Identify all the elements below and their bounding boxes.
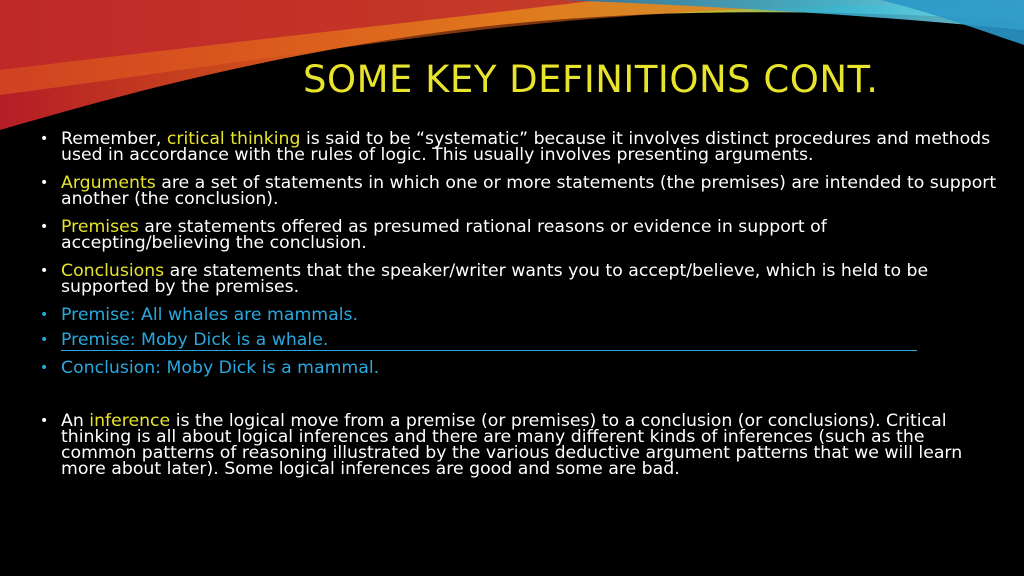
bullet-critical-thinking	[40, 131, 1000, 163]
bullet-arguments	[40, 175, 1000, 207]
bullet-text: is said to be “systematic” because it involves distinct procedures and methods used in accordance with the rules of logic. This usually involves presenting arguments.	[61, 129, 991, 165]
bullet-dot-icon: •	[40, 263, 49, 279]
example-premise-2	[40, 332, 1000, 351]
bullet-dot-icon: •	[40, 332, 49, 348]
bullet-list	[40, 131, 1000, 489]
key-term: inference	[89, 411, 171, 431]
bullet-dot-icon: •	[40, 175, 49, 191]
bullet-conclusions	[40, 263, 1000, 295]
key-term: critical thinking	[166, 129, 301, 149]
bullet-text: are a set of statements in which one or more statements (the premises) are intended to support another (the conclusion).	[61, 173, 997, 209]
bullet-premises	[40, 219, 1000, 251]
spacer	[40, 385, 1000, 413]
example-premise-1	[40, 307, 1000, 323]
key-term: Premises	[61, 217, 139, 237]
bullet-dot-icon: •	[40, 219, 49, 235]
bullet-text: are statements offered as presumed rational reasons or evidence in support of accepting/believing the conclusion.	[61, 217, 827, 253]
example-conclusion	[40, 360, 1000, 376]
bullet-inference	[40, 413, 1000, 477]
bullet-dot-icon: •	[40, 307, 49, 323]
example-text: Conclusion: Moby Dick is a mammal.	[61, 358, 380, 378]
bullet-text: Remember,	[61, 129, 167, 149]
key-term: Conclusions	[61, 261, 165, 281]
bullet-text: is the logical move from a premise (or premises) to a conclusion (or conclusions). Critical thinking is all about logical inferences and there are many different kinds of inferences (such as the common patterns of reasoning illustrated by the various deductive argument patterns that we will learn more about later). Some logical inferences are good and some are bad.	[61, 411, 963, 479]
example-text-underlined: Premise: Moby Dick is a whale.	[61, 332, 917, 351]
bullet-text: are statements that the speaker/writer wants you to accept/believe, which is held to be supported by the premises.	[61, 261, 929, 297]
slide-title: SOME KEY DEFINITIONS CONT.	[303, 58, 879, 101]
example-text: Premise: All whales are mammals.	[61, 305, 359, 325]
bullet-dot-icon: •	[40, 131, 49, 147]
bullet-text: An	[61, 411, 90, 431]
key-term: Arguments	[61, 173, 156, 193]
bullet-dot-icon: •	[40, 360, 49, 376]
bullet-dot-icon: •	[40, 413, 49, 429]
